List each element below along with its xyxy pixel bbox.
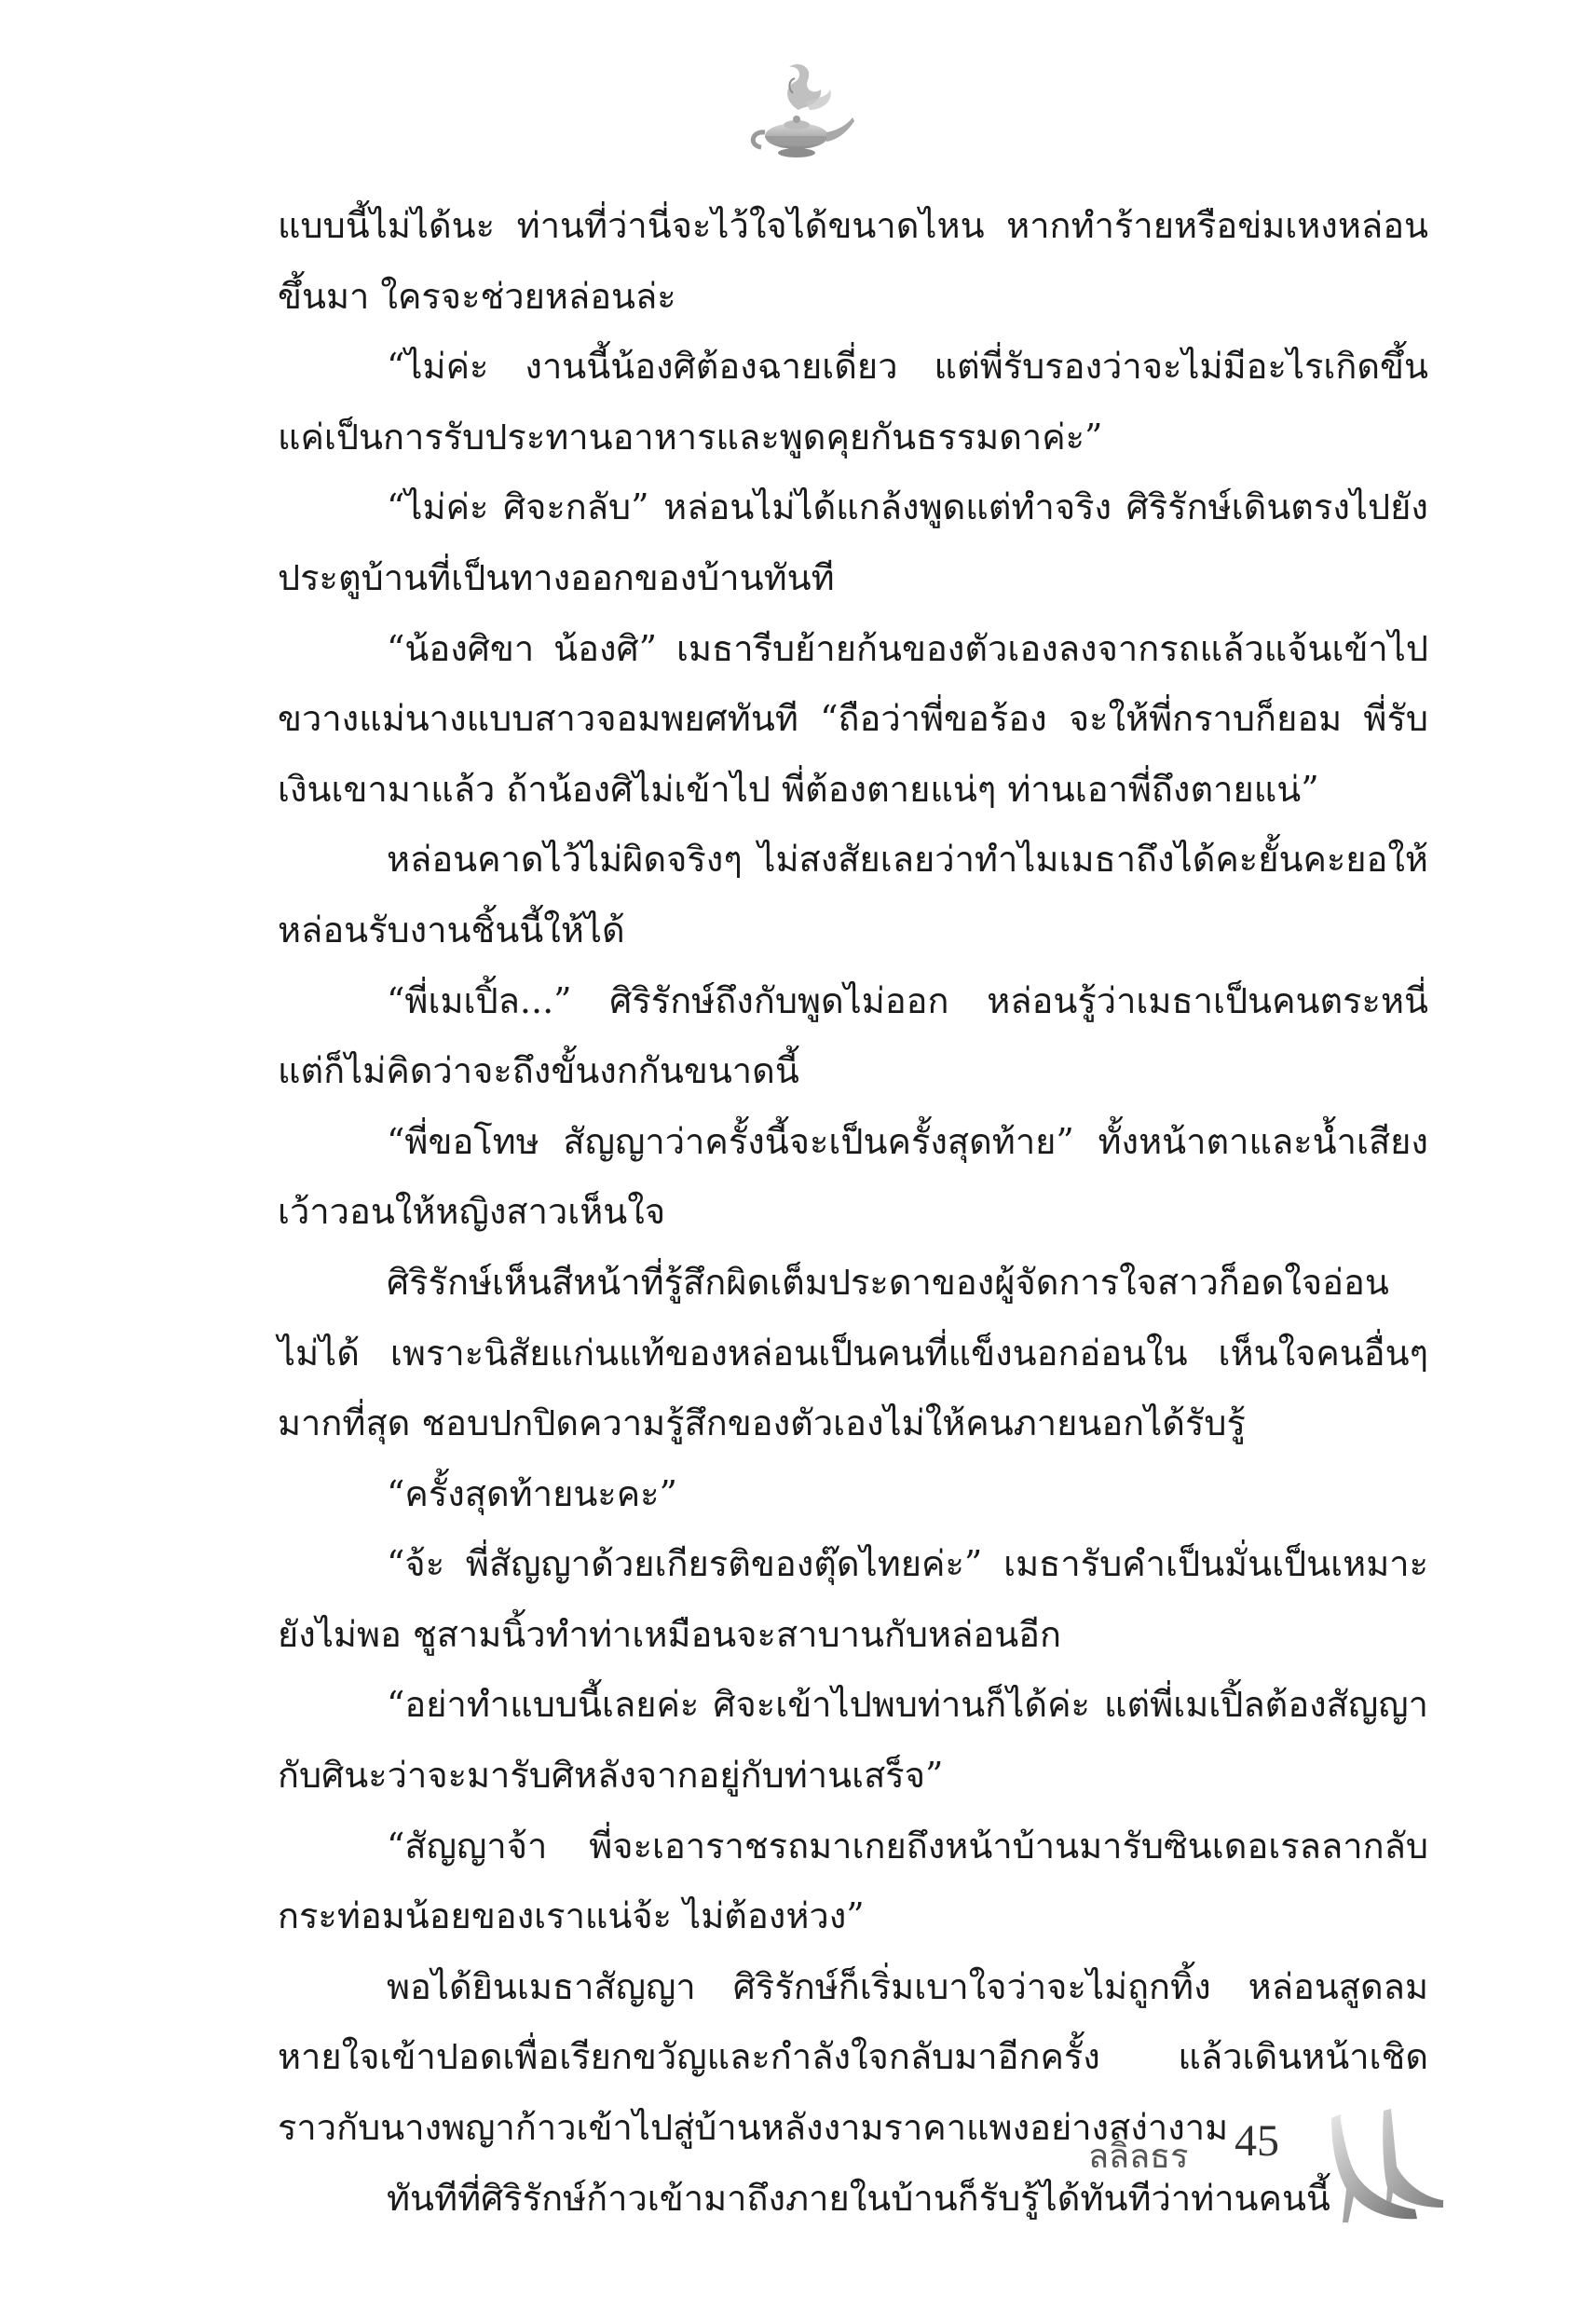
- paragraph: ศิริรักษ์เห็นสีหน้าที่รู้สึกผิดเต็มประดาของผู้จัดการใจสาวก็อดใจอ่อนไม่ได้ เพราะนิสัยแก่นแท้ของหล่อนเป็นคนที่แข็งนอกอ่อนใน เห็นใจคนอื่นๆ มากที่สุด ชอบปกปิดความรู้สึกของตัวเองไม่ให้คนภายนอกได้รับรู้: [278, 1261, 1428, 1444]
- page-footer: [1081, 2101, 1453, 2232]
- paragraph: “จ้ะ พี่สัญญาด้วยเกียรติของตุ๊ดไทยค่ะ” เมธารับคำเป็นมั่นเป็นเหมาะยังไม่พอ ชูสามนิ้วทำท่าเหมือนจะสาบานกับหล่อนอีก: [278, 1543, 1428, 1655]
- body-text: [278, 191, 1428, 2234]
- high-heel-shoe-icon: [1318, 2101, 1449, 2227]
- paragraph: “พี่เมเปิ้ล...” ศิริรักษ์ถึงกับพูดไม่ออก หล่อนรู้ว่าเมธาเป็นคนตระหนี่ แต่ก็ไม่คิดว่าจะถึงขั้นงกกันขนาดนี้: [278, 979, 1428, 1092]
- book-title: ลลิลธร: [1088, 2138, 1189, 2176]
- paragraph: “ครั้งสุดท้ายนะคะ”: [387, 1472, 677, 1514]
- magic-lamp-icon: [737, 56, 858, 168]
- paragraph: พอได้ยินเมธาสัญญา ศิริรักษ์ก็เริ่มเบาใจว่าจะไม่ถูกทิ้ง หล่อนสูดลมหายใจเข้าปอดเพื่อเรียกขวัญและกำลังใจกลับมาอีกครั้ง แล้วเดินหน้าเชิดราวกับนางพญาก้าวเข้าไปสู่บ้านหลังงามราคาแพงอย่างสง่างาม: [278, 1965, 1428, 2149]
- paragraph: “สัญญาจ้า พี่จะเอาราชรถมาเกยถึงหน้าบ้านมารับซินเดอเรลลากลับกระท่อมน้อยของเราแน่จ้ะ ไม่ต้องห่วง”: [278, 1825, 1428, 1937]
- paragraph: แบบนี้ไม่ได้นะ ท่านที่ว่านี่จะไว้ใจได้ขนาดไหน หากทำร้ายหรือข่มเหงหล่อนขึ้นมา ใครจะช่วยหล่อนล่ะ: [278, 205, 1428, 317]
- paragraph: “น้องศิขา น้องศิ” เมธารีบย้ายก้นของตัวเองลงจากรถแล้วแจ้นเข้าไปขวางแม่นางแบบสาวจอมพยศทันที “ถือว่าพี่ขอร้อง จะให้พี่กราบก็ยอม พี่รับเงินเขามาแล้ว ถ้าน้องศิไม่เข้าไป พี่ต้องตายแน่ๆ ท่านเอาพี่ถึงตายแน่”: [278, 627, 1428, 810]
- paragraph: ทันทีที่ศิริรักษ์ก้าวเข้ามาถึงภายในบ้านก็รับรู้ได้ทันทีว่าท่านคนนี้: [387, 2177, 1330, 2219]
- paragraph: หล่อนคาดไว้ไม่ผิดจริงๆ ไม่สงสัยเลยว่าทำไมเมธาถึงได้คะยั้นคะยอให้หล่อนรับงานชิ้นนี้ให้ได้: [278, 839, 1428, 950]
- page-number: 45: [1235, 2116, 1279, 2166]
- paragraph: “ไม่ค่ะ งานนี้น้องศิต้องฉายเดี่ยว แต่พี่รับรองว่าจะไม่มีอะไรเกิดขึ้น แค่เป็นการรับประทานอาหารและพูดคุยกันธรรมดาค่ะ”: [278, 346, 1428, 458]
- paragraph: “ไม่ค่ะ ศิจะกลับ” หล่อนไม่ได้แกล้งพูดแต่ทำจริง ศิริรักษ์เดินตรงไปยังประตูบ้านที่เป็นทางออกของบ้านทันที: [278, 486, 1428, 598]
- paragraph: “อย่าทำแบบนี้เลยค่ะ ศิจะเข้าไปพบท่านก็ได้ค่ะ แต่พี่เมเปิ้ลต้องสัญญากับศินะว่าจะมารับศิหลังจากอยู่กับท่านเสร็จ”: [278, 1684, 1428, 1797]
- paragraph: “พี่ขอโทษ สัญญาว่าครั้งนี้จะเป็นครั้งสุดท้าย” ทั้งหน้าตาและน้ำเสียงเว้าวอนให้หญิงสาวเห็นใจ: [278, 1120, 1428, 1233]
